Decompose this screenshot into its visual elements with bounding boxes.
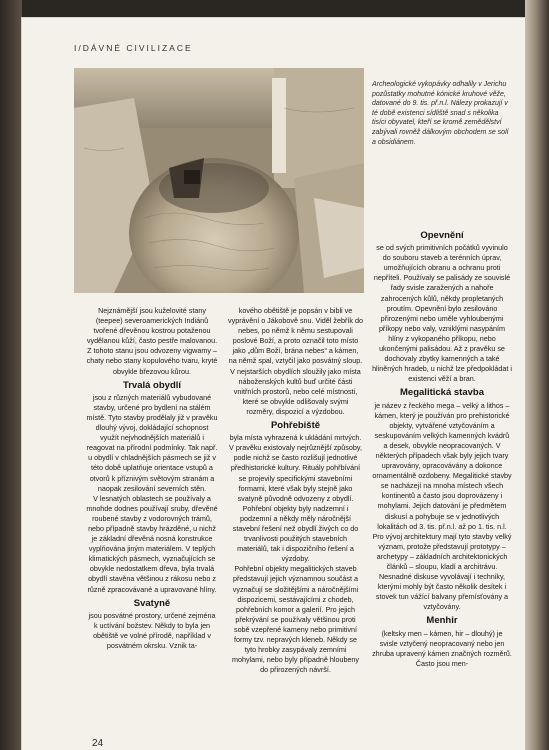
paragraph: jsou z různých materiálů vybudované stavby, určené pro bydlení na stálém místě. Tyto stavby prodělaly již v pravěku dlouhý vývoj, dokládající schopnost využít nejvhodnějších materiálů i reagovat na přírodní podmínky. Tak např. u obydlí v chladnějších pásmech se již v této době uplatňuje orientace vstupů a otvorů k příznivým světovým stranám a naopak zesilování severních stěn. (86, 392, 218, 493)
paragraph: se od svých primitivních počátků vyvinulo do souboru staveb a terénních úprav, umožňujících obranu a ochranu proti nepříteli. Používaly se palisády ze souvislé řady svisle zaražených a nahoře zahrocených kůlů, někdy propletaných proutím. Opevnění bylo zesilováno přirozenými nebo uměle vyhloubenými příkopy nebo valy, vzniklými nasypáním hlíny z vykopaného příkopu, nebo ukončenými palisádou. Až z pravěku se dochovaly zbytky kamenných a také hliněných hradeb, u nichž lze předpokládat i existenci věží a bran. (372, 243, 512, 384)
paragraph: byla místa vyhrazená k ukládání mrtvých. V pravěku existovaly nejrůznější způsoby, podle nichž se často rozlišují jednotlivé předhistorické kultury. Rituály pohřbívání se projevily specifickými stavebními formami, které však byly stejně jako svatyně původně odvozeny z obydlí. Pohřební objekty byly nadzemní i podzemní a někdy měly náročnější stavební řešení než obydlí živých co do trvanlivosti použitých stavebních materiálů, tak i dispozičního řešení a výzdoby. (229, 433, 362, 564)
section-heading: Megalitická stavba (400, 387, 484, 399)
paragraph: kového obětiště je popsán v bibli ve vyprávění o Jákobově snu. Viděl žebřík do nebes, po němž k němu sestupovali poslové Boží, a proto označil toto místo jako „dům Boží, brána nebes“ a kámen, na němž spal, vztyčil jako posvátný sloup. (228, 306, 363, 366)
section-heading: Trvalá obydlí (122, 379, 182, 391)
section-heading: Pohřebiště (270, 420, 321, 432)
book-gutter-left (0, 0, 22, 750)
excavation-photo-image (74, 68, 364, 293)
paragraph: (keltsky men – kámen, hir – dlouhý) je svisle vztyčený neopracovaný nebo jen zhruba upravený kámen značných rozměrů. Často jsou men- (372, 628, 512, 668)
section-heading: Menhir (426, 615, 458, 627)
section-heading: Svatyně (133, 597, 171, 609)
text-column-1 (86, 306, 218, 651)
paragraph: Pro vývoj architektury mají tyto stavby velký význam, protože představují prototypy – archetypy – základních architektonických článků – sloupu, kladí a architrávu. Nesnadné diskuse vyvolávají i techniky, kterými mohly být často několik desítek i stovek tun vážící balvany přemísťovány a vztyčovány. (372, 531, 512, 612)
paragraph: Nejznámější jsou kuželovité stany (teepee) severoamerických Indiánů tvořené dřevěnou kostrou potaženou vydělanou kůží, často pestře malovanou. Z tohoto stanu jsou odvozeny vigwamy – chaty nebo stany kopulového tvaru, kryté obvykle březovou kůrou. (86, 306, 218, 376)
book-edge-right (525, 0, 549, 750)
page-number: 24 (92, 738, 104, 749)
paragraph: je název z řeckého mega – velký a lithos – kámen, který je používán pro prehistorické objekty, vytvářené vztyčováním a seskupováním velkých kamenných kvádrů a desek, obvykle neopracovaných. V některých případech však byly jejich tvary upravovány, opracovávány a dokonce ornamentálně ozdobeny. Megalitické stavby se nacházejí na mnoha místech všech kontinentů a často jsou doprovázeny i mohylami. Jejich datování je předmětem diskusí a pohybuje se v jednotlivých lokalitách od 3. tis. př.n.l. až po 1. tis. n.l. (372, 400, 512, 531)
section-heading: Opevnění (420, 230, 464, 241)
text-column-2 (228, 306, 363, 675)
photo-caption: Archeologické vykopávky odhalily v Jerichu pozůstatky mohutné kónické kruhové věže, datované do 9. tis. př.n.l. Nálezy prokazují v té době existenci sídliště snad s několika tisíci obyvatel, kteří se kromě zemědělství zabývali rovněž dálkovým obchodem se solí a obsidiánem. (372, 81, 509, 146)
text-column-3 (372, 227, 512, 669)
running-header: I/DÁVNÉ CIVILIZACE (74, 43, 193, 53)
excavation-photo (74, 68, 364, 293)
paragraph: V nejstarších obydlích sloužily jako místa náboženských kultů buď určité části vnitřních prostorů, nebo celé místnosti, které se obvykle odlišovaly svými rozměry, dispozicí a výzdobou. (230, 366, 361, 416)
paragraph: Pohřební objekty megalitických staveb představují jejich významnou součást a vyznačují se složitějšími a náročnějšími dispozicemi, sestávajícími z chodeb, pohřebních komor a galerií. Pro jejich překrývání se používaly většinou proti sobě vzepřené kameny nebo primitivní formy tzv. nepravých kleneb. Někdy se tyto hrobky zasypávaly zemními mohylami, nebo byly případně hloubeny do přirozených návrší. (231, 564, 360, 675)
paragraph: jsou posvátné prostory, určené zejména k uctívání božstev. Někdy to byla jen obětiště ve volné přírodě, například v posvátném okrsku. Vznik ta- (88, 610, 216, 650)
paragraph: V lesnatých oblastech se používaly a mnohde dodnes používají sruby, dřevěné roubené stavby z vodorovných trámů, nebo případně stavby hrázděné, u nichž je základní dřevěná nosná konstrukce vyplňována jiným materiálem. V teplých klimatických pásmech, vyznačujících se obvykle nedostatkem dřeva, byla trvalá obydlí stavěna většinou z rákosu nebo z různě zpracovávané a upravované hlíny. (86, 493, 218, 594)
